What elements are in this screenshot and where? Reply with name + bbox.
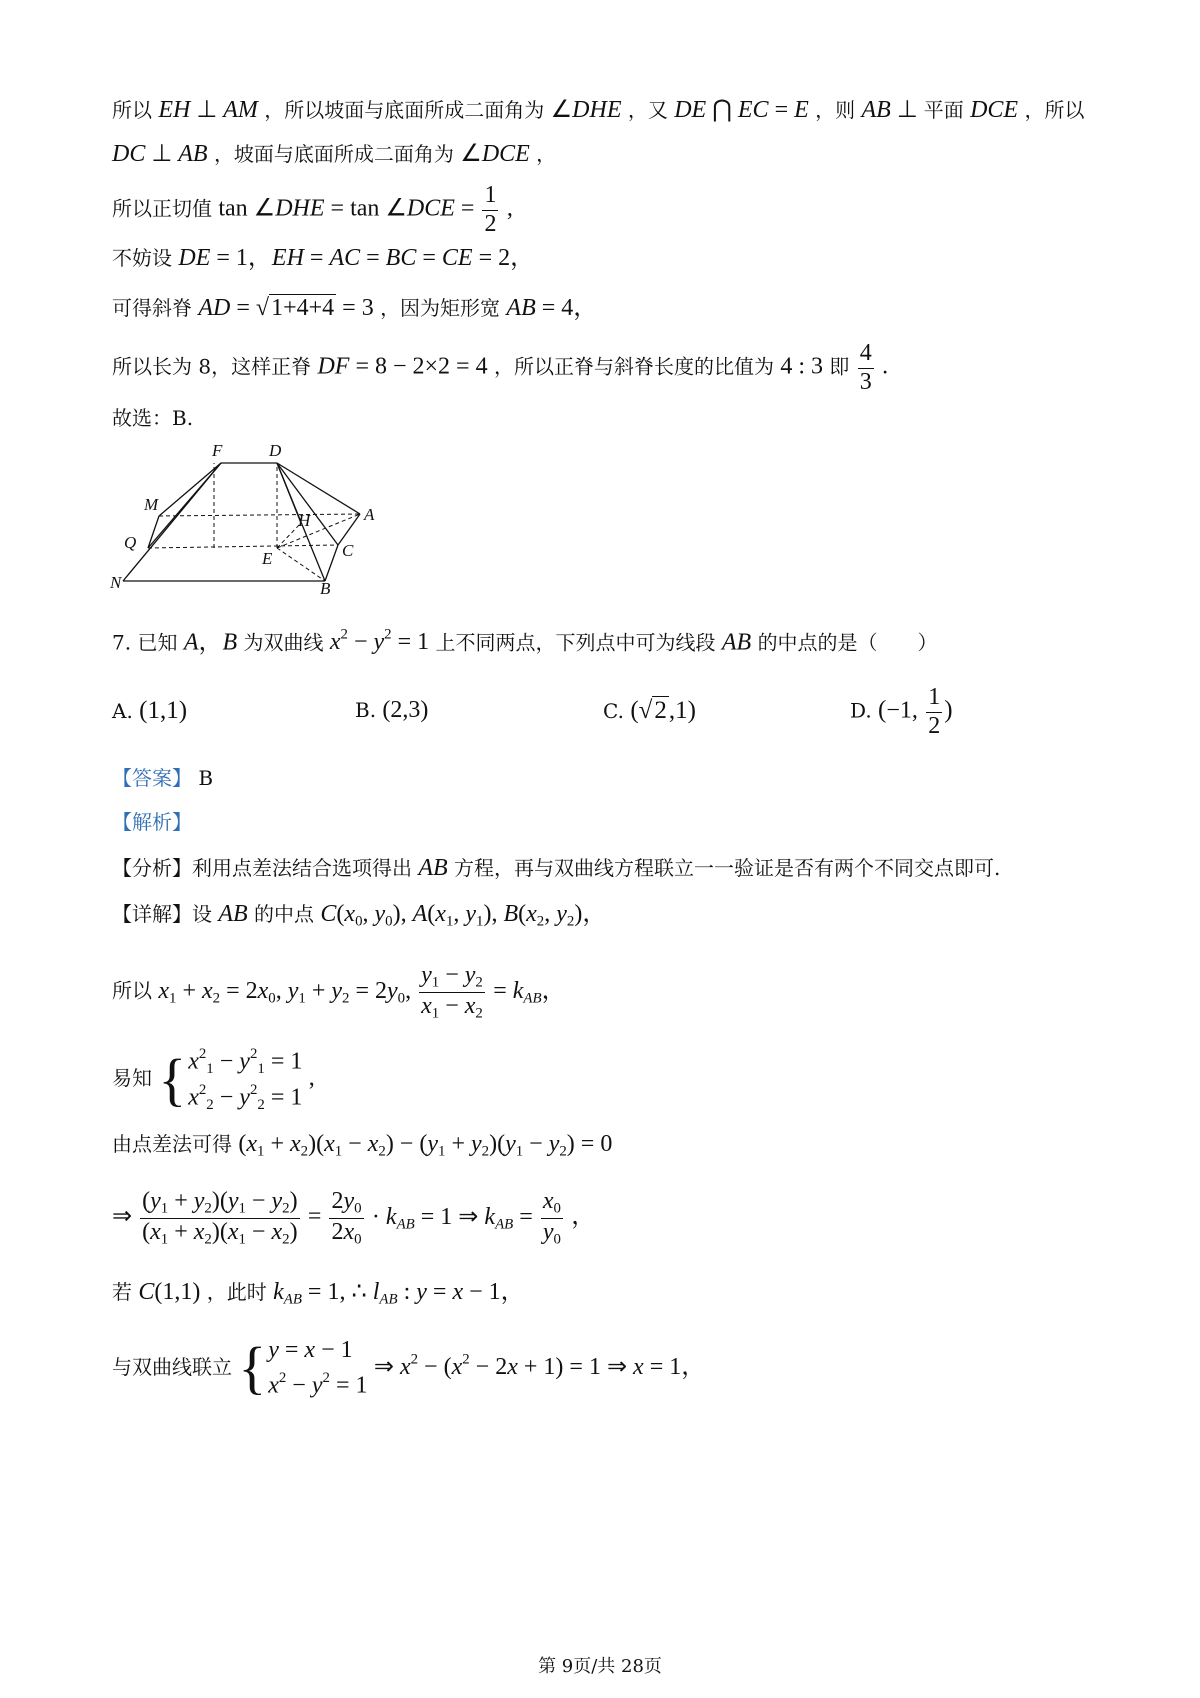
text-line: 【分析】利用点差法结合选项得出 AB 方程，再与双曲线方程联立一一验证是否有两个不同交点即可. xyxy=(112,855,1001,881)
text-line: 不妨设 DE = 1，EH = AC = BC = CE = 2， xyxy=(112,245,535,271)
option-label: D. xyxy=(850,698,872,723)
text-segment: ，所以 xyxy=(1024,98,1085,122)
text-segment: 所以 xyxy=(112,978,152,1003)
text-segment: ，因为矩形宽 xyxy=(380,296,501,320)
label-N: N xyxy=(110,573,122,592)
equation-system: { $x^2_1 - y^2_1 = 1$ $x^2_2 - y^2_2 = 1$ xyxy=(158,1046,303,1113)
label-B: B xyxy=(320,579,331,598)
equation-system: { y = x − 1 $x^2 - y^2 = 1$ xyxy=(238,1335,368,1401)
fraction: $\frac{2y_0}{2x_0}$ xyxy=(331,1188,362,1247)
option-b: B. (2,3) xyxy=(355,697,429,723)
fraction: $\frac{1}{2}$ xyxy=(928,684,941,739)
text-segment: ，所以正脊与斜脊长度的比值为 xyxy=(493,354,774,379)
text-segment: 所以长为 8，这样正脊 xyxy=(112,354,312,379)
text-segment: ，又 xyxy=(627,98,668,122)
label-H: H xyxy=(298,511,311,530)
fraction: $\frac{y_1 - y_2}{x_1 - x_2}$ xyxy=(421,962,483,1021)
text-segment: 方程，再与双曲线方程联立一一验证是否有两个不同交点即可. xyxy=(454,856,1001,880)
text-segment: 上不同两点，下列点中可为线段 xyxy=(435,630,716,655)
text-segment: 易知 xyxy=(112,1066,152,1091)
text-line: 所以 $x_1 + x_2 = 2x_0$, $y_1 + y_2 = 2y_0$, $\frac{y_1 - y_2}{x_1 - x_2}$ = $k_{AB}$， xyxy=(112,962,566,1021)
answer-value: B xyxy=(198,766,214,790)
question-stem: 7. 已知 A，B 为双曲线 $x^2 - y^2 = 1$ 上不同两点，下列点中可为线段 AB 的中点的是（ ） xyxy=(112,627,938,656)
text-segment: 由点差法可得 xyxy=(112,1132,232,1156)
text-segment: 的中点 xyxy=(254,902,315,926)
option-c: C. (√2,1) xyxy=(603,697,696,724)
text-segment: 即 xyxy=(829,354,850,379)
text-segment: 【详解】设 xyxy=(112,902,212,926)
text-segment: ， xyxy=(536,142,557,166)
fraction: $\frac{4}{3}$ xyxy=(859,340,872,395)
text-line: 【详解】设 AB 的中点 $C(x_0$, $y_0$), $A(x_1$, $y_1$), $B(x_2$, $y_2$)， xyxy=(112,901,607,930)
text-segment: ，所以坡面与底面所成二面角为 xyxy=(264,98,545,122)
text-line: 所以长为 8，这样正脊 DF = 8 − 2×2 = 4 ，所以正脊与斜脊长度的比值为 4 : 3 即 $\frac{4}{3}$ . xyxy=(112,340,889,395)
text-line: 由点差法可得 $(x_1 + x_2)(x_1 - x_2) - (y_1 + y_2)(y_1 - y_2) = 0$ xyxy=(112,1131,613,1160)
text-segment: 不妨设 xyxy=(112,246,172,270)
text-segment: 可得斜脊 xyxy=(112,296,192,320)
option-label: B. xyxy=(355,698,377,722)
text-segment: 所以正切值 xyxy=(112,196,212,221)
choice-line xyxy=(112,408,193,428)
label-Q: Q xyxy=(124,533,137,552)
text-segment: 故选：B. xyxy=(112,406,194,430)
answer-tag: 【答案】 xyxy=(112,766,192,790)
text-line: 所以正切值 tan ∠DHE = tan ∠DCE = $\frac{1}{2}$ , xyxy=(112,182,513,237)
text-segment: 7. 已知 xyxy=(112,630,178,655)
text-segment: ，此时 xyxy=(206,1280,267,1304)
answer-line xyxy=(112,768,213,788)
label-E: E xyxy=(262,549,273,568)
text-segment: 【分析】利用点差法结合选项得出 xyxy=(112,856,412,880)
text-segment: 若 xyxy=(112,1280,132,1304)
text-segment: 与双曲线联立 xyxy=(112,1354,232,1379)
text-segment: 为双曲线 xyxy=(243,630,324,655)
option-label: C. xyxy=(603,699,624,723)
text-segment: ，则 xyxy=(815,98,856,122)
geometry-figure xyxy=(112,438,412,598)
text-line: 可得斜脊 AD = √1+4+4 = 3 ，因为矩形宽 AB = 4， xyxy=(112,295,598,321)
fraction: $\frac{(y_1 + y_2)(y_1 - y_2)}{(x_1 + x_2)(x_1 - x_2)}$ xyxy=(142,1188,298,1247)
text-line: DC ⊥ AB ，坡面与底面所成二面角为 ∠DCE ， xyxy=(112,141,557,167)
text-line: 所以 EH ⊥ AM ，所以坡面与底面所成二面角为 ∠DHE ，又 DE ⋂ EC = E ，则 AB ⊥ 平面 DCE ，所以 xyxy=(112,97,1085,123)
label-A: A xyxy=(364,505,375,524)
label-M: M xyxy=(144,495,159,514)
fraction: $\frac{x_0}{y_0}$ xyxy=(542,1188,561,1247)
label-C: C xyxy=(342,541,354,560)
option-label: A. xyxy=(112,699,133,723)
text-line: ⇒ $\frac{(y_1 + y_2)(y_1 - y_2)}{(x_1 + x_2)(x_1 - x_2)}$ = $\frac{2y_0}{2x_0}$ · $k_{AB} = 1$ ⇒ $k_{AB}$ = $\frac{x_0}{y_0}$ ， xyxy=(112,1188,596,1247)
label-F: F xyxy=(212,441,223,460)
text-line: 若 C(1,1) ，此时 $k_{AB} = 1$, ∴ $l_{AB}$ : y = x − 1， xyxy=(112,1279,525,1308)
text-segment: 所以 xyxy=(112,98,152,122)
option-a: A. (1,1) xyxy=(112,697,188,724)
text-line: 与双曲线联立 { y = x − 1 $x^2 - y^2 = 1$ ⇒ $x^2 - (x^2 - 2x + 1) = 1$ ⇒ x = 1， xyxy=(112,1334,705,1403)
text-line: 易知 { $x^2_1 - y^2_1 = 1$ $x^2_2 - y^2_2 = 1$ , xyxy=(112,1044,315,1115)
page-footer: 第 9页/共 28页 xyxy=(538,1656,662,1677)
analysis-tag-line xyxy=(112,812,192,832)
analysis-tag: 【解析】 xyxy=(112,810,192,834)
fraction: $\frac{1}{2}$ xyxy=(484,182,497,237)
label-D: D xyxy=(269,441,282,460)
text-segment: ，坡面与底面所成二面角为 xyxy=(213,142,454,166)
text-segment: 的中点的是（ ） xyxy=(757,630,938,655)
text-segment: 平面 xyxy=(923,98,964,122)
option-d: D. (−1, $\frac{1}{2}$ ) xyxy=(850,684,953,739)
